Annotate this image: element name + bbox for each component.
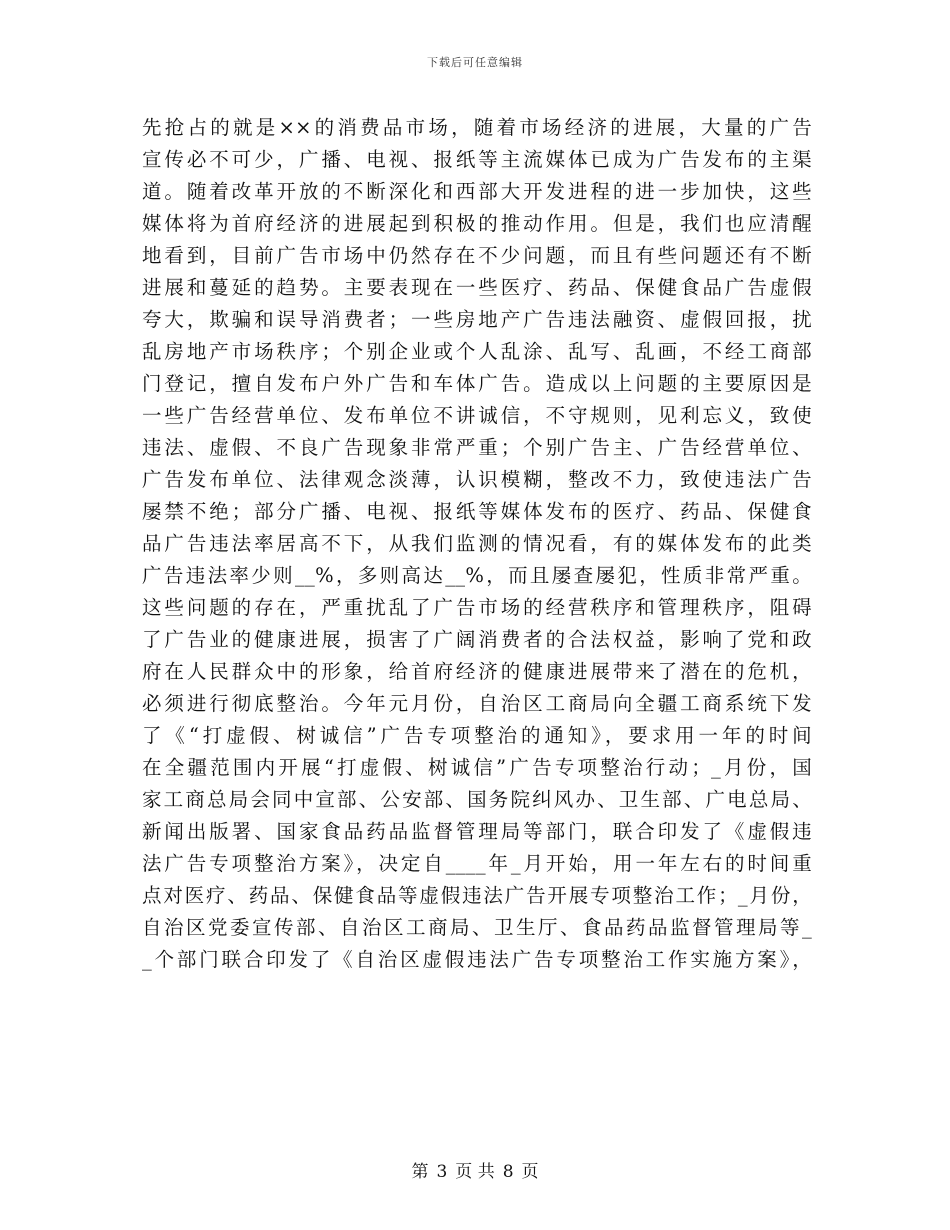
text-line: 了广告业的健康进展，损害了广阔消费者的合法权益，影响了党和政 (142, 628, 812, 651)
page-footer (0, 1157, 950, 1182)
text-line: 府在人民群众中的形象，给首府经济的健康进展带来了潜在的危机， (142, 660, 812, 683)
text-line: 品广告违法率居高不下，从我们监测的情况看，有的媒体发布的此类 (142, 532, 812, 555)
footer-middle: 页 共 (455, 1162, 495, 1182)
text-line: 门登记，擅自发布户外广告和车体广告。造成以上问题的主要原因是 (142, 372, 812, 395)
text-line: 新闻出版署、国家食品药品监督管理局等部门，联合印发了《虚假违 (142, 820, 812, 843)
text-line: 乱房地产市场秩序；个别企业或个人乱涂、乱写、乱画，不经工商部 (142, 340, 812, 363)
text-line: 夸大，欺骗和误导消费者；一些房地产广告违法融资、虚假回报，扰 (142, 308, 812, 331)
total-pages-number: 8 (502, 1162, 514, 1182)
text-line: 家工商总局会同中宣部、公安部、国务院纠风办、卫生部、广电总局、 (142, 788, 812, 811)
text-line: 这些问题的存在，严重扰乱了广告市场的经营秩序和管理秩序，阻碍 (142, 596, 812, 619)
document-body (142, 112, 812, 976)
text-line: 法广告专项整治方案》，决定自____年_月开始，用一年左右的时间重 (142, 852, 812, 875)
footer-prefix: 第 (411, 1162, 429, 1182)
text-line: 先抢占的就是××的消费品市场，随着市场经济的进展，大量的广告 (142, 116, 812, 139)
text-line: 点对医疗、药品、保健食品等虚假违法广告开展专项整治工作；_月份， (142, 884, 812, 907)
text-line: 违法、虚假、不良广告现象非常严重；个别广告主、广告经营单位、 (142, 436, 812, 459)
text-line: 一些广告经营单位、发布单位不讲诚信，不守规则，见利忘义，致使 (142, 404, 812, 427)
text-line: 广告违法率少则__%，多则高达__%，而且屡查屡犯，性质非常严重。 (142, 564, 812, 587)
text-line: 媒体将为首府经济的进展起到积极的推动作用。但是，我们也应清醒 (142, 212, 812, 235)
current-page-number: 3 (436, 1162, 448, 1182)
text-line: 在全疆范围内开展“打虚假、树诚信”广告专项整治行动；_月份，国 (142, 756, 812, 779)
text-line: 了《“打虚假、树诚信”广告专项整治的通知》，要求用一年的时间 (142, 724, 812, 747)
text-line: 宣传必不可少，广播、电视、报纸等主流媒体已成为广告发布的主渠 (142, 148, 812, 171)
text-line: 道。随着改革开放的不断深化和西部大开发进程的进一步加快，这些 (142, 180, 812, 203)
footer-suffix: 页 (521, 1162, 539, 1182)
text-line: 进展和蔓延的趋势。主要表现在一些医疗、药品、保健食品广告虚假 (142, 276, 812, 299)
text-line: 广告发布单位、法律观念淡薄，认识模糊，整改不力，致使违法广告 (142, 468, 812, 491)
text-line: 必须进行彻底整治。今年元月份，自治区工商局向全疆工商系统下发 (142, 692, 812, 715)
page-header: 下载后可任意编辑 (427, 56, 523, 69)
text-line: 屡禁不绝；部分广播、电视、报纸等媒体发布的医疗、药品、保健食 (142, 500, 812, 523)
text-line: 自治区党委宣传部、自治区工商局、卫生厅、食品药品监督管理局等_ (142, 916, 812, 939)
text-line: 地看到，目前广告市场中仍然存在不少问题，而且有些问题还有不断 (142, 244, 812, 267)
text-line: _个部门联合印发了《自治区虚假违法广告专项整治工作实施方案》， (142, 948, 812, 971)
